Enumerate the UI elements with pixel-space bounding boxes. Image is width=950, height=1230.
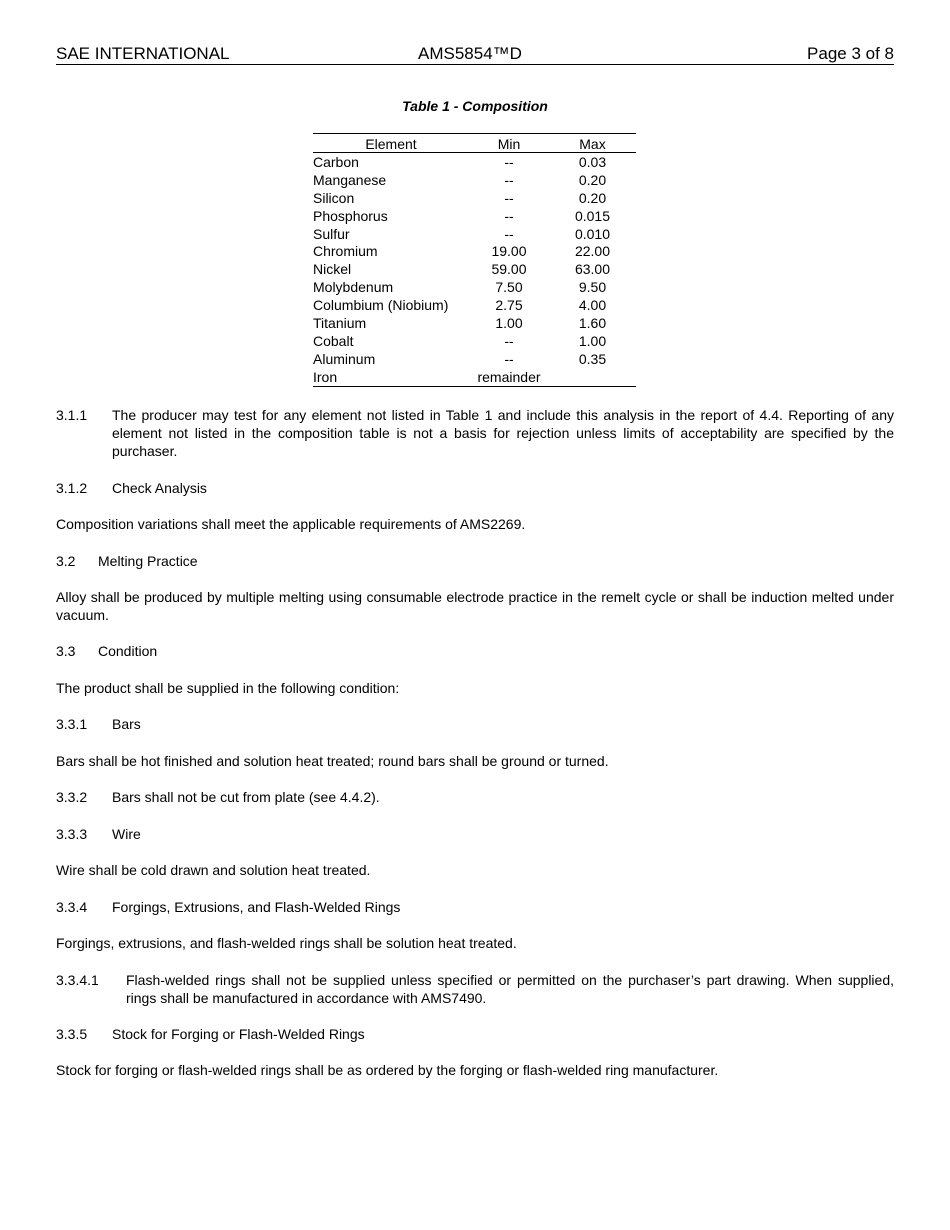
max-cell: 9.50 (578, 279, 607, 296)
table-row (313, 350, 636, 368)
section-number: 3.1.1 (56, 407, 88, 423)
table-row (313, 189, 636, 207)
table-row (313, 260, 636, 278)
column-header-min: Min (469, 134, 549, 153)
section-number: 3.3.2 (56, 789, 88, 805)
min-cell: 2.75 (495, 297, 523, 314)
min-cell: -- (504, 225, 514, 242)
section-3-3-4-body: Forgings, extrusions, and flash-welded rings shall be solution heat treated. (56, 935, 517, 951)
section-3-3-1-heading (56, 715, 894, 733)
min-cell: -- (504, 171, 514, 188)
min-cell: 1.00 (495, 314, 523, 331)
min-cell: -- (504, 350, 514, 367)
section-title: Forgings, Extrusions, and Flash-Welded Rings (112, 899, 401, 915)
section-3-3-4-heading (56, 898, 894, 916)
table-row (313, 296, 636, 314)
section-3-3-3-body: Wire shall be cold drawn and solution heat treated. (56, 862, 371, 878)
section-3-3-body: The product shall be supplied in the following condition: (56, 680, 400, 696)
min-cell: -- (504, 189, 514, 206)
max-cell: 63.00 (574, 261, 611, 278)
section-number: 3.3.4.1 (56, 972, 99, 988)
element-cell: Iron (313, 368, 469, 386)
section-text: Bars shall not be cut from plate (see 4.4.2). (112, 789, 380, 805)
element-cell: Silicon (313, 189, 355, 206)
max-cell: 4.00 (578, 297, 607, 314)
element-cell: Columbium (Niobium) (313, 297, 449, 314)
composition-table (313, 133, 636, 387)
min-cell: -- (504, 153, 514, 170)
max-cell: 0.010 (574, 225, 611, 242)
section-title: Stock for Forging or Flash-Welded Rings (112, 1026, 365, 1042)
element-cell: Aluminum (313, 350, 376, 367)
section-3-3-3-heading (56, 825, 894, 843)
section-3-1-1 (56, 406, 894, 462)
element-cell: Chromium (313, 243, 378, 260)
min-cell: 59.00 (491, 261, 527, 278)
section-title: Wire (112, 826, 141, 842)
element-cell: Titanium (313, 314, 367, 331)
section-3-3-1-body: Bars shall be hot finished and solution heat treated; round bars shall be ground or turned. (56, 753, 609, 769)
element-cell: Nickel (313, 261, 352, 278)
max-cell: 0.20 (578, 171, 607, 188)
element-cell: Phosphorus (313, 207, 388, 224)
section-3-1-2-heading (56, 479, 894, 497)
section-title: Bars (112, 716, 141, 732)
min-cell: remainder (469, 368, 549, 386)
min-cell: -- (504, 207, 514, 224)
max-cell: 1.60 (578, 314, 607, 331)
section-number: 3.3 (56, 643, 76, 659)
section-number: 3.3.3 (56, 826, 88, 842)
section-title: Melting Practice (98, 553, 198, 569)
max-cell: 0.015 (574, 207, 611, 224)
publisher-name: SAE INTERNATIONAL (56, 44, 230, 63)
section-number: 3.1.2 (56, 480, 88, 496)
max-cell: 0.20 (578, 189, 607, 206)
table-row (313, 225, 636, 243)
min-cell: 19.00 (491, 243, 527, 260)
section-3-3-heading (56, 642, 894, 660)
section-number: 3.3.5 (56, 1026, 88, 1042)
table-row (313, 368, 636, 386)
element-cell: Manganese (313, 171, 387, 188)
section-number: 3.2 (56, 553, 76, 569)
table-row (313, 242, 636, 260)
max-cell: 0.03 (578, 153, 607, 170)
element-cell: Sulfur (313, 225, 350, 242)
section-3-3-5-body: Stock for forging or flash-welded rings shall be as ordered by the forging or flash-welded ring manufacturer. (56, 1062, 719, 1078)
column-header-element: Element (313, 134, 469, 153)
min-cell: 7.50 (495, 279, 523, 296)
section-text: Flash-welded rings shall not be supplied unless specified or permitted on the purchaser’s part drawing. When supplied, rings shall be manufactured in accordance with AMS7490. (126, 972, 894, 1006)
document-number: AMS5854™D (418, 44, 522, 63)
section-title: Condition (98, 643, 158, 659)
max-cell: 22.00 (574, 243, 611, 260)
table-row (313, 314, 636, 332)
table-header-row (313, 134, 636, 153)
table-row (313, 171, 636, 189)
section-text: The producer may test for any element not listed in Table 1 and include this analysis in the report of 4.4. Reporting of any element not listed in the composition table is not a basis for rejection unless limits of acceptability are specified by the purchaser. (112, 407, 894, 459)
section-3-3-5-heading (56, 1025, 894, 1043)
section-number: 3.3.1 (56, 716, 88, 732)
page-number: Page 3 of 8 (807, 44, 894, 63)
section-3-1-2-body: Composition variations shall meet the applicable requirements of AMS2269. (56, 516, 526, 532)
element-cell: Molybdenum (313, 279, 394, 296)
element-cell: Cobalt (313, 332, 354, 349)
column-header-max: Max (549, 134, 636, 153)
section-3-3-2 (56, 788, 894, 806)
page-header (56, 44, 894, 65)
table-row (313, 332, 636, 350)
max-cell: 1.00 (578, 332, 607, 349)
section-title: Check Analysis (112, 480, 207, 496)
section-3-3-4-1 (56, 971, 894, 1007)
min-cell: -- (504, 332, 514, 349)
max-cell (549, 368, 636, 386)
section-3-2-heading (56, 552, 894, 570)
table-row (313, 278, 636, 296)
section-3-2-body: Alloy shall be produced by multiple melting using consumable electrode practice in the remelt cycle or shall be induction melted under vacuum. (56, 589, 894, 623)
table-row (313, 207, 636, 225)
element-cell: Carbon (313, 153, 359, 170)
max-cell: 0.35 (578, 350, 607, 367)
section-number: 3.3.4 (56, 899, 88, 915)
table-row (313, 153, 636, 171)
table-caption: Table 1 - Composition (402, 98, 548, 114)
